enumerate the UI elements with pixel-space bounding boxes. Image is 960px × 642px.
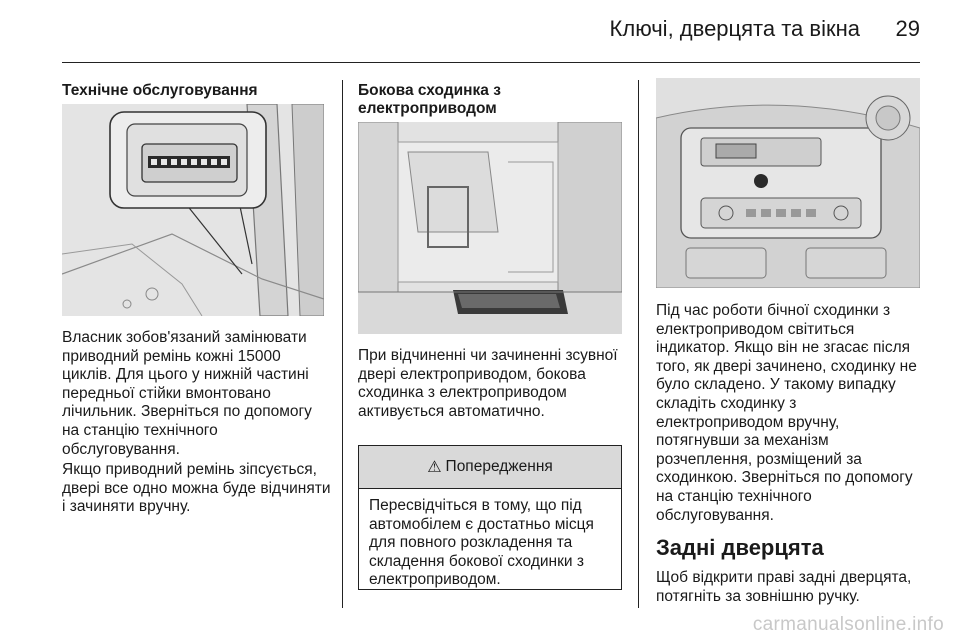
side-step-illustration xyxy=(358,122,622,334)
indicator-paragraph: Під час роботи бічної сходинки з електроприводом світиться індикатор. Якщо він не згасає після того, як двері зачинено, сходинку не було складено. У такому випадку складіть сходинку з електроприводом вручну, потягнувши за механізм розчеплення, розміщений за сходинкою. Зверніться по допомогу на станцію технічного обслуговування. xyxy=(656,302,917,524)
section-heading-rear-doors: Задні дверцята xyxy=(656,535,824,560)
warning-text: Пересвідчіться в тому, що під автомобілем є достатньо місця для повного розкладення та складення бокової сходинки з електроприводом. xyxy=(369,497,594,589)
page-number: 29 xyxy=(895,16,920,41)
dashboard-indicator-illustration xyxy=(656,78,920,288)
side-step-paragraph-1: При відчиненні чи зачиненні зсувної двері електроприводом, бокова сходинка з електроприводом активується автоматично. xyxy=(358,347,618,420)
section-heading-maintenance: Технічне обслуговування xyxy=(62,82,258,99)
warning-header xyxy=(359,446,621,489)
warning-title: Попередження xyxy=(445,458,553,475)
odometer-illustration xyxy=(62,104,324,316)
warning-triangle-icon: ⚠ xyxy=(427,459,442,476)
column-divider-2 xyxy=(638,80,639,608)
header-title: Ключі, дверцята та вікна xyxy=(609,16,860,41)
column-divider-1 xyxy=(342,80,343,608)
warning-box xyxy=(358,445,622,590)
watermark: carmanualsonline.info xyxy=(752,614,944,635)
section-heading-side-step: Бокова сходинка з електроприводом xyxy=(358,82,501,117)
maintenance-paragraph-2: Якщо приводний ремінь зіпсується, двері все одно можна буде відчиняти і зачиняти вручну. xyxy=(62,461,331,516)
rear-doors-paragraph: Щоб відкрити праві задні дверцята, потягніть за зовнішню ручку. xyxy=(656,569,912,605)
maintenance-paragraph-1: Власник зобов'язаний замінювати приводний ремінь кожні 15000 циклів. Для цього у нижній частині передньої стійки вмонтовано лічильник. Зверніться по допомогу на станцію технічного обслуговування. xyxy=(62,329,312,458)
header-rule xyxy=(62,62,920,63)
